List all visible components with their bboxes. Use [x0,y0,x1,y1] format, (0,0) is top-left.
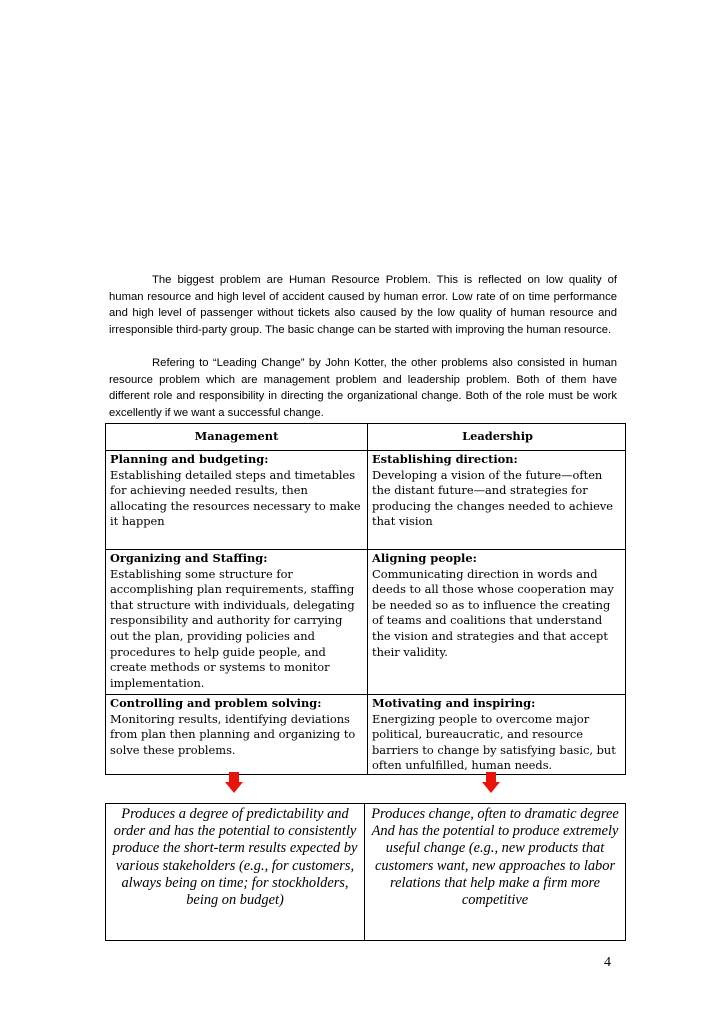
management-cell [106,695,368,775]
cell-heading: Establishing direction: [372,452,518,466]
paragraph-problem [109,272,617,338]
cell-body: Establishing detailed steps and timetables for achieving needed results, then allocating the resources necessary to make it happen [110,467,361,529]
paragraph-text: Refering to “Leading Change” by John Kotter, the other problems also consisted in human resource problem which are management problem and leadership problem. Both of them have different role and responsibility in directing the organizational change. Both of the role must be work excellently if we want a successful change. [109,357,617,419]
cell-heading: Controlling and problem solving: [110,696,322,710]
table-row [106,695,626,775]
cell-body: Establishing some structure for accomplishing plan requirements, staffing that structure with individuals, delegating responsibility and authority for carrying out the plan, providing policies and procedures to help guide people, and create methods or systems to monitor implementation. [110,566,355,690]
cell-body: Monitoring results, identifying deviations from plan then planning and organizing to solve these problems. [110,711,356,757]
table-header-row [106,424,626,451]
outcome-table [105,803,626,941]
cell-body: Energizing people to overcome major political, bureaucratic, and resource barriers to change by satisfying basic, but often unfulfilled, human needs. [372,711,616,773]
header-leadership: Leadership [368,424,626,451]
cell-body: Communicating direction in words and deeds to all those whose cooperation may be needed so as to influence the creating of teams and coalitions that understand the vision and strategies and that accept their validity. [372,566,614,659]
management-leadership-table [105,423,626,775]
page-number: 4 [604,955,611,970]
leadership-cell [368,451,626,550]
header-management: Management [106,424,368,451]
management-cell [106,550,368,695]
cell-heading: Aligning people: [372,551,477,565]
down-arrow-icon [225,772,243,794]
leadership-outcome: Produces change, often to dramatic degree And has the potential to produce extremely useful change (e.g., new products that customers want, new approaches to labor relations that help make a firm more competitive [365,804,626,941]
cell-body: Developing a vision of the future—often the distant future—and strategies for producing the changes needed to achieve that vision [372,467,613,529]
table-row [106,804,626,941]
leadership-cell [368,695,626,775]
cell-heading: Planning and budgeting: [110,452,269,466]
paragraph-kotter [109,355,617,421]
cell-heading: Motivating and inspiring: [372,696,536,710]
down-arrow-icon [482,772,500,794]
table-row [106,550,626,695]
table-row [106,451,626,550]
management-outcome: Produces a degree of predictability and order and has the potential to consistently produce the short-term results expected by various stakeholders (e.g., for customers, always being on time; for stockholders, being on budget) [106,804,365,941]
management-cell [106,451,368,550]
paragraph-text: The biggest problem are Human Resource Problem. This is reflected on low quality of human resource and high level of accident caused by human error. Low rate of on time performance and high level of passenger without tickets also caused by the low quality of human resource and irresponsible third-party group. The basic change can be started with improving the human resource. [109,274,617,336]
cell-heading: Organizing and Staffing: [110,551,268,565]
leadership-cell [368,550,626,695]
